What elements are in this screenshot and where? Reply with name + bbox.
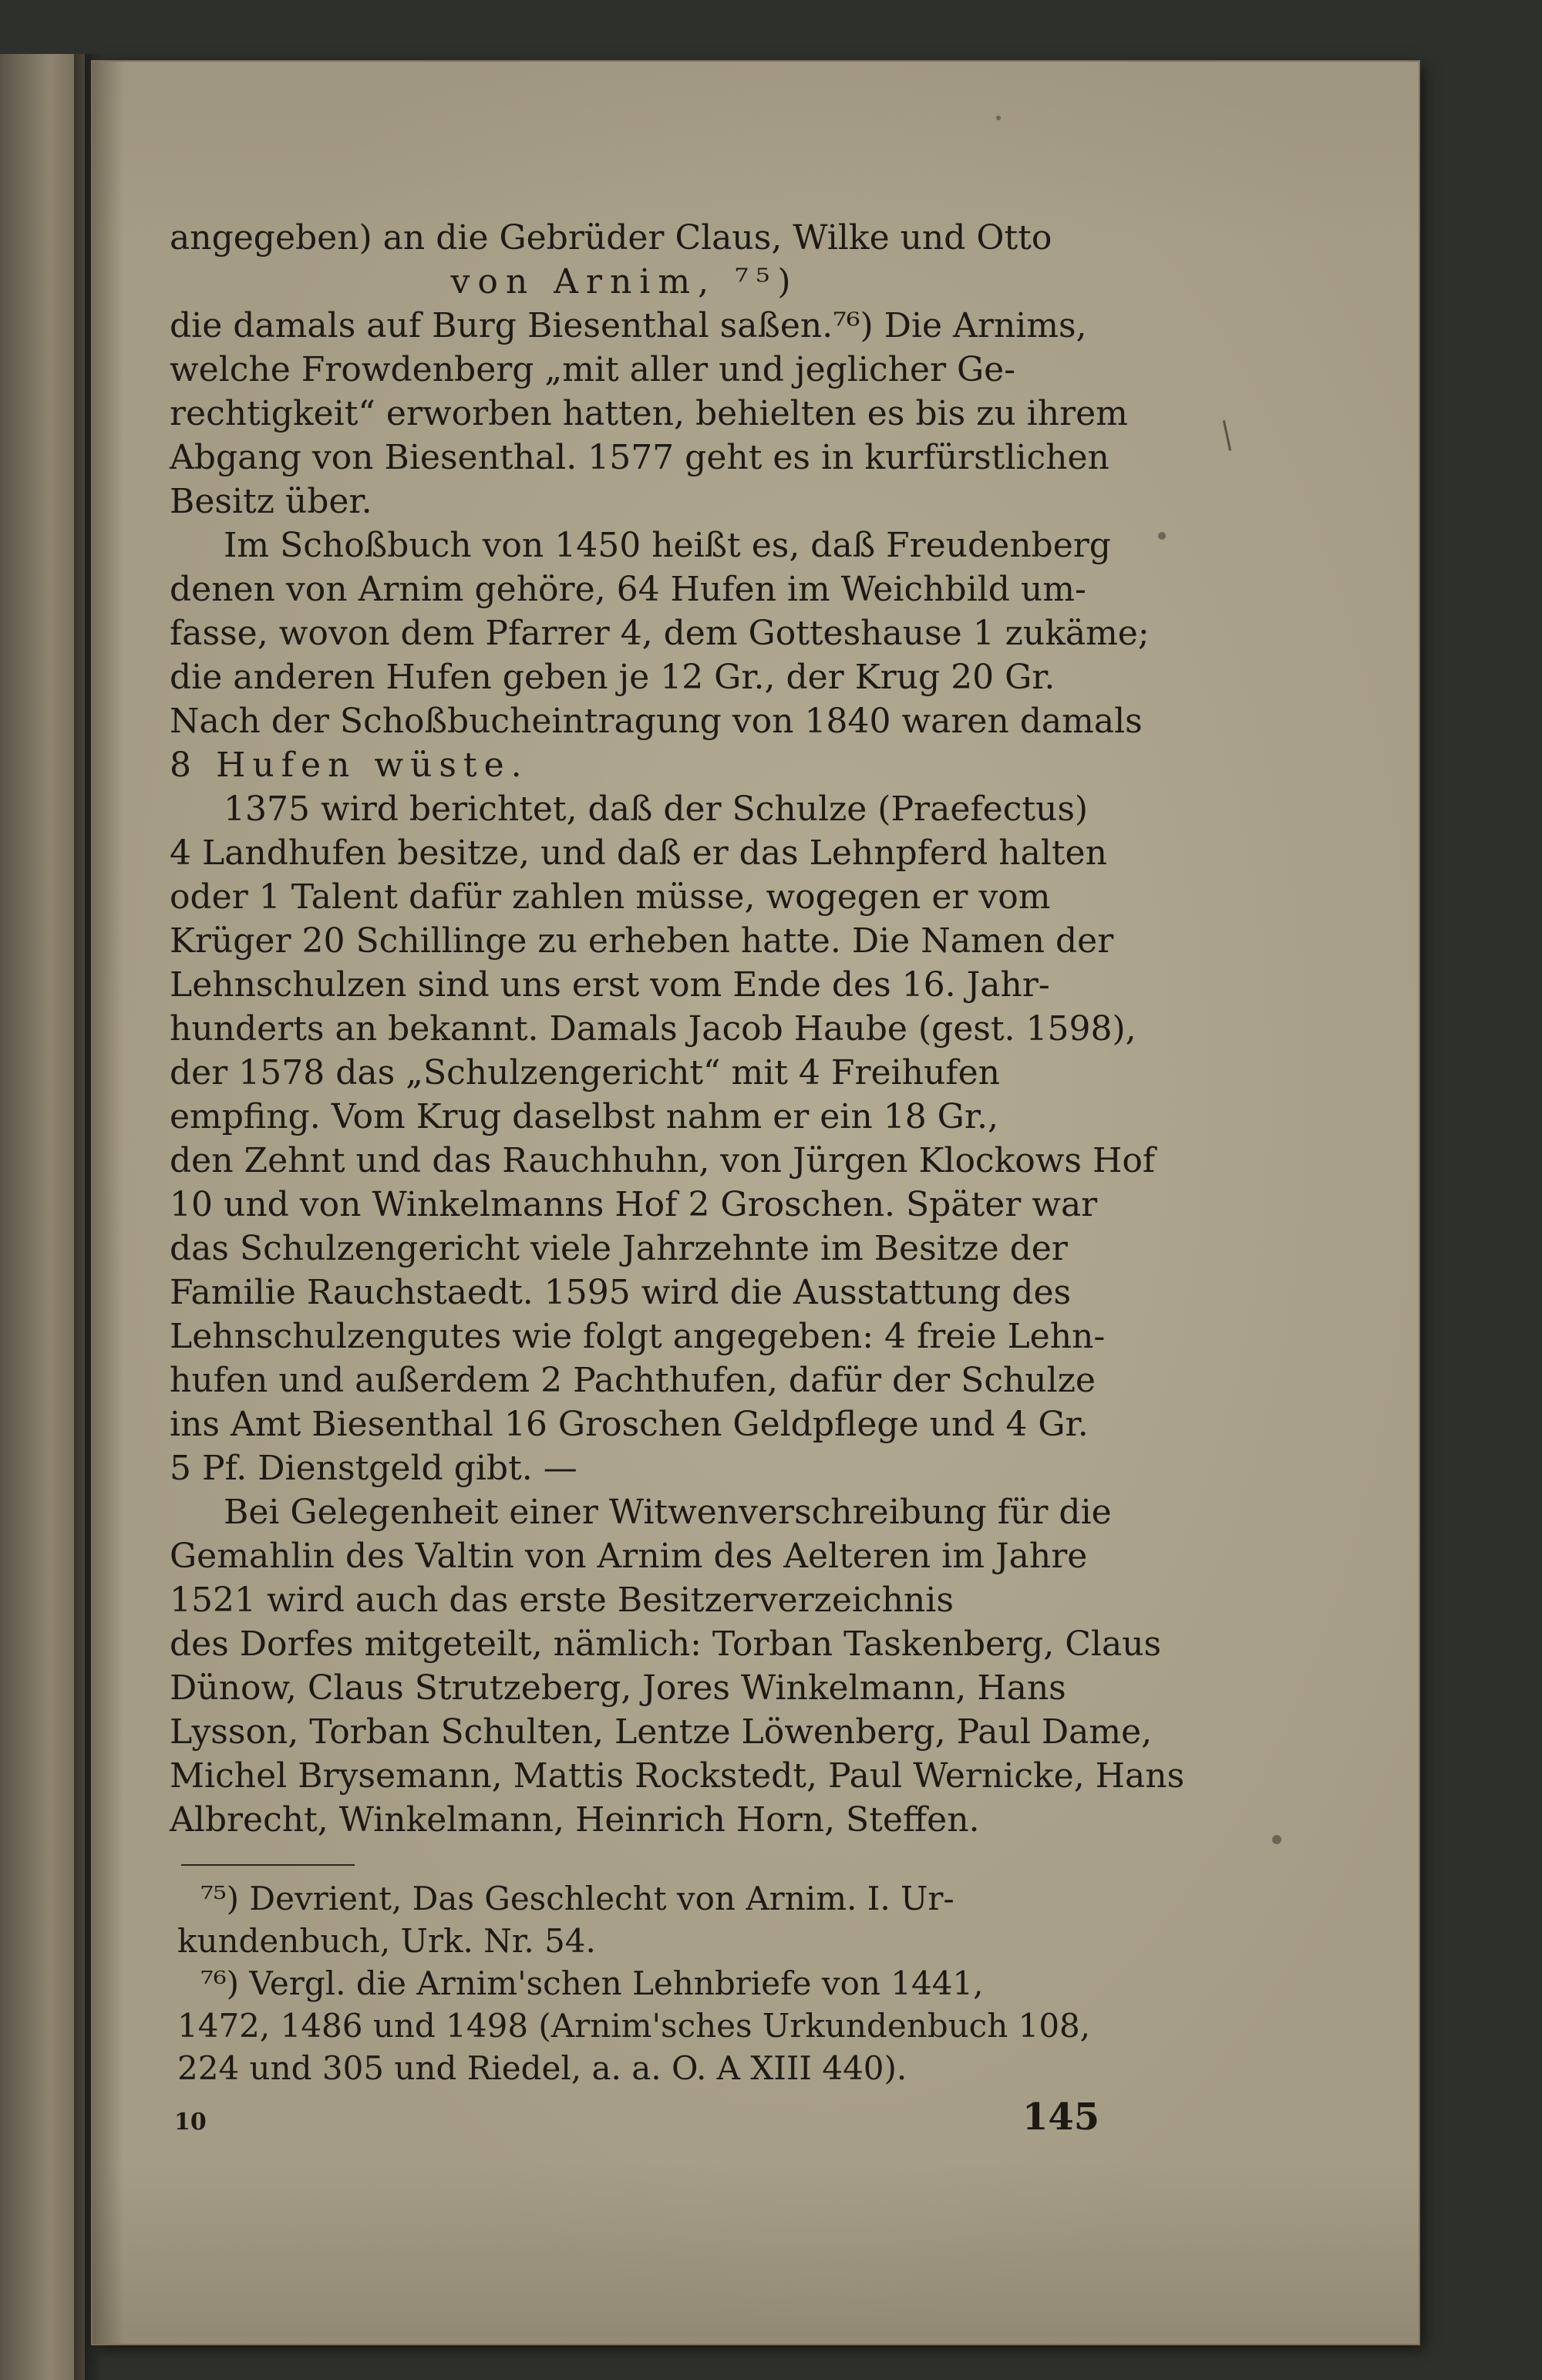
- text-line: [170, 523, 1111, 567]
- text-line: [170, 1271, 1079, 1315]
- text-line: [170, 1051, 1079, 1095]
- text-line-content: Besitz über.: [170, 482, 372, 521]
- text-line: [170, 1534, 1088, 1578]
- text-line: [170, 1578, 1079, 1622]
- paper-speck: [1272, 1835, 1281, 1844]
- text-line: [170, 875, 1079, 919]
- text-line-content: angegeben) an die Gebrüder Claus, Wilke und Otto: [170, 218, 1052, 258]
- text-line-content: Familie Rauchstaedt. 1595 wird die Ausstattung des: [170, 1273, 1072, 1312]
- text-line: [170, 567, 1086, 611]
- footnote-separator: [181, 1864, 355, 1866]
- text-line-content: des Dorfes mitgeteilt, nämlich: Torban Taskenberg, Claus: [170, 1624, 1162, 1664]
- text-line-content: welche Frowdenberg „mit aller und jeglicher Ge-: [170, 350, 1016, 389]
- text-line-content: hufen und außerdem 2 Pachthufen, dafür der Schulze: [170, 1361, 1096, 1400]
- text-line: [170, 1315, 1106, 1358]
- text-line-content: rechtigkeit“ erworben hatten, behielten es bis zu ihrem: [170, 394, 1128, 433]
- text-line: [170, 699, 1143, 743]
- footnote-line: [177, 1962, 1079, 2005]
- text-line: [170, 1446, 1079, 1490]
- text-line-content: Abgang von Biesenthal. 1577 geht es in kurfürstlichen: [170, 438, 1109, 477]
- text-line-content: Lehnschulzengutes wie folgt angegeben: 4 freie Lehn-: [170, 1317, 1106, 1356]
- text-line-content: das Schulzengericht viele Jahrzehnte im Besitze der: [170, 1229, 1068, 1268]
- text-line: [170, 1710, 1153, 1754]
- text-line-content: 5 Pf. Dienstgeld gibt. —: [170, 1449, 577, 1488]
- text-line: [170, 1358, 1096, 1402]
- text-line-content: hunderts an bekannt. Damals Jacob Haube (gest. 1598),: [170, 1009, 1136, 1049]
- text-line-content: 1521 wird auch das erste Besitzerverzeichnis: [170, 1580, 954, 1620]
- text-line: [170, 963, 1079, 1007]
- text-line: [170, 392, 1128, 436]
- text-line-content: Albrecht, Winkelmann, Heinrich Horn, Steffen.: [170, 1800, 980, 1840]
- text-line-content: die damals auf Burg Biesenthal saßen.⁷⁶) Die Arnims,: [170, 306, 1087, 345]
- text-line: [170, 480, 1079, 523]
- text-line: [170, 1183, 1098, 1227]
- footnote-line: [177, 2005, 1091, 2047]
- paper-speck: [1158, 532, 1166, 540]
- text-line-content: Michel Brysemann, Mattis Rockstedt, Paul Wernicke, Hans: [170, 1756, 1185, 1796]
- text-line: [170, 1754, 1185, 1798]
- text-line-content: 10 und von Winkelmanns Hof 2 Groschen. Später war: [170, 1185, 1098, 1224]
- signature-mark: 10: [174, 2109, 207, 2136]
- footnote-text: ⁷⁵) Devrient, Das Geschlecht von Arnim. I. Ur-: [200, 1880, 954, 1917]
- text-line: [170, 216, 1079, 260]
- text-line-content: die anderen Hufen geben je 12 Gr., der Krug 20 Gr.: [170, 658, 1055, 697]
- left-page-edge: [0, 54, 85, 2380]
- text-line: [170, 304, 1087, 348]
- text-line: [170, 1227, 1079, 1271]
- text-line: [170, 1490, 1112, 1534]
- text-line: [170, 1666, 1079, 1710]
- text-line-content: Lysson, Torban Schulten, Lentze Löwenberg, Paul Dame,: [170, 1712, 1153, 1752]
- text-line-content: den Zehnt und das Rauchhuhn, von Jürgen Klockows Hof: [170, 1141, 1156, 1180]
- footnotes: [177, 1877, 1091, 2089]
- footnote-line: [177, 1877, 1079, 1920]
- text-line-content: ins Amt Biesenthal 16 Groschen Geldpflege und 4 Gr.: [170, 1405, 1089, 1444]
- text-line: [170, 787, 1089, 831]
- text-line: [170, 1402, 1089, 1446]
- text-line-content: Nach der Schoßbucheintragung von 1840 waren damals: [170, 702, 1143, 741]
- footnote-line: [177, 2047, 1079, 2089]
- page-number: 145: [1022, 2096, 1100, 2139]
- footnote-line: [177, 1920, 1079, 1962]
- text-line: [170, 655, 1079, 699]
- text-line-content: 4 Landhufen besitze, und daß er das Lehnpferd halten: [170, 833, 1107, 873]
- footnote-text: 1472, 1486 und 1498 (Arnim'sches Urkundenbuch 108,: [177, 2007, 1091, 2045]
- text-line-content: von Arnim, ⁷⁵): [450, 262, 799, 301]
- text-line: [170, 1095, 1079, 1139]
- text-line-content: fasse, wovon dem Pfarrer 4, dem Gotteshause 1 zukäme;: [170, 614, 1150, 653]
- text-line-content: 1375 wird berichtet, daß der Schulze (Praefectus): [224, 789, 1089, 829]
- text-line-content: oder 1 Talent dafür zahlen müsse, wogegen er vom: [170, 877, 1051, 917]
- page-gutter-shadow: [93, 62, 123, 2344]
- text-line: [170, 260, 1079, 304]
- text-line-content: Gemahlin des Valtin von Arnim des Aelteren im Jahre: [170, 1537, 1088, 1576]
- footnote-text: kundenbuch, Urk. Nr. 54.: [177, 1922, 596, 1960]
- text-line: [170, 1798, 1079, 1842]
- text-line-content: der 1578 das „Schulzengericht“ mit 4 Freihufen: [170, 1053, 1000, 1092]
- text-line-content: 8 Hufen wüste.: [170, 746, 529, 785]
- text-line: [170, 743, 1079, 787]
- footnote-text: ⁷⁶) Vergl. die Arnim'schen Lehnbriefe von 1441,: [200, 1964, 984, 2002]
- text-line-content: Dünow, Claus Strutzeberg, Jores Winkelmann, Hans: [170, 1668, 1066, 1708]
- text-line: [170, 1007, 1136, 1051]
- text-line-content: denen von Arnim gehöre, 64 Hufen im Weichbild um-: [170, 570, 1086, 609]
- text-line: [170, 1139, 1156, 1183]
- text-line-content: empfing. Vom Krug daselbst nahm er ein 18 Gr.,: [170, 1097, 998, 1136]
- text-line: [170, 611, 1150, 655]
- footnote-text: 224 und 305 und Riedel, a. a. O. A XIII 440).: [177, 2049, 907, 2087]
- paper-speck: [996, 116, 1001, 120]
- text-line: [170, 919, 1114, 963]
- text-line-content: Krüger 20 Schillinge zu erheben hatte. Die Namen der: [170, 921, 1114, 961]
- text-line: [170, 831, 1107, 875]
- text-line-content: Bei Gelegenheit einer Witwenverschreibung für die: [224, 1493, 1112, 1532]
- text-line: [170, 1622, 1162, 1666]
- text-line-content: Lehnschulzen sind uns erst vom Ende des 16. Jahr-: [170, 965, 1050, 1005]
- text-line: [170, 436, 1109, 480]
- text-line: [170, 348, 1079, 392]
- body-text: [170, 216, 1185, 1842]
- text-line-content: Im Schoßbuch von 1450 heißt es, daß Freudenberg: [224, 526, 1111, 565]
